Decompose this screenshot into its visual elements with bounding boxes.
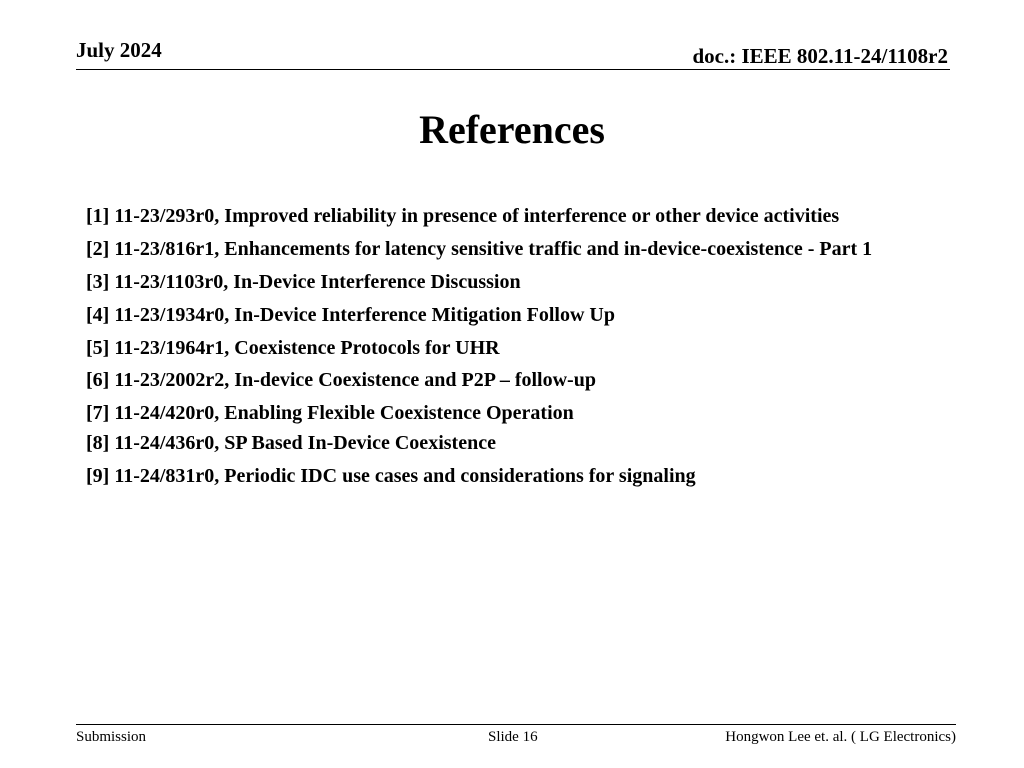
header-date: July 2024: [76, 38, 162, 62]
footer-submission-label: Submission: [76, 729, 147, 745]
footer-author: Hongwon Lee et. al. ( LG Electronics): [725, 729, 956, 745]
reference-item-3: [3] 11-23/1103r0, In-Device Interference Discussion: [86, 271, 521, 293]
reference-item-2: [2] 11-23/816r1, Enhancements for latency sensitive traffic and in-device-coexistence - Part 1: [86, 238, 873, 260]
footer-divider: [76, 724, 956, 725]
reference-item-4: [4] 11-23/1934r0, In-Device Interference Mitigation Follow Up: [86, 304, 615, 326]
slide-title: References: [419, 107, 605, 152]
header-document-id: doc.: IEEE 802.11-24/1108r2: [692, 44, 948, 68]
footer-slide-number: Slide 16: [488, 729, 538, 745]
reference-item-8: [8] 11-24/436r0, SP Based In-Device Coexistence: [86, 432, 496, 454]
reference-item-1: [1] 11-23/293r0, Improved reliability in presence of interference or other device activities: [86, 205, 840, 227]
reference-item-9: [9] 11-24/831r0, Periodic IDC use cases and considerations for signaling: [86, 465, 696, 487]
reference-item-6: [6] 11-23/2002r2, In-device Coexistence and P2P – follow-up: [86, 369, 596, 391]
header-divider: [76, 69, 950, 70]
reference-item-5: [5] 11-23/1964r1, Coexistence Protocols for UHR: [86, 337, 500, 359]
reference-item-7: [7] 11-24/420r0, Enabling Flexible Coexistence Operation: [86, 402, 574, 424]
